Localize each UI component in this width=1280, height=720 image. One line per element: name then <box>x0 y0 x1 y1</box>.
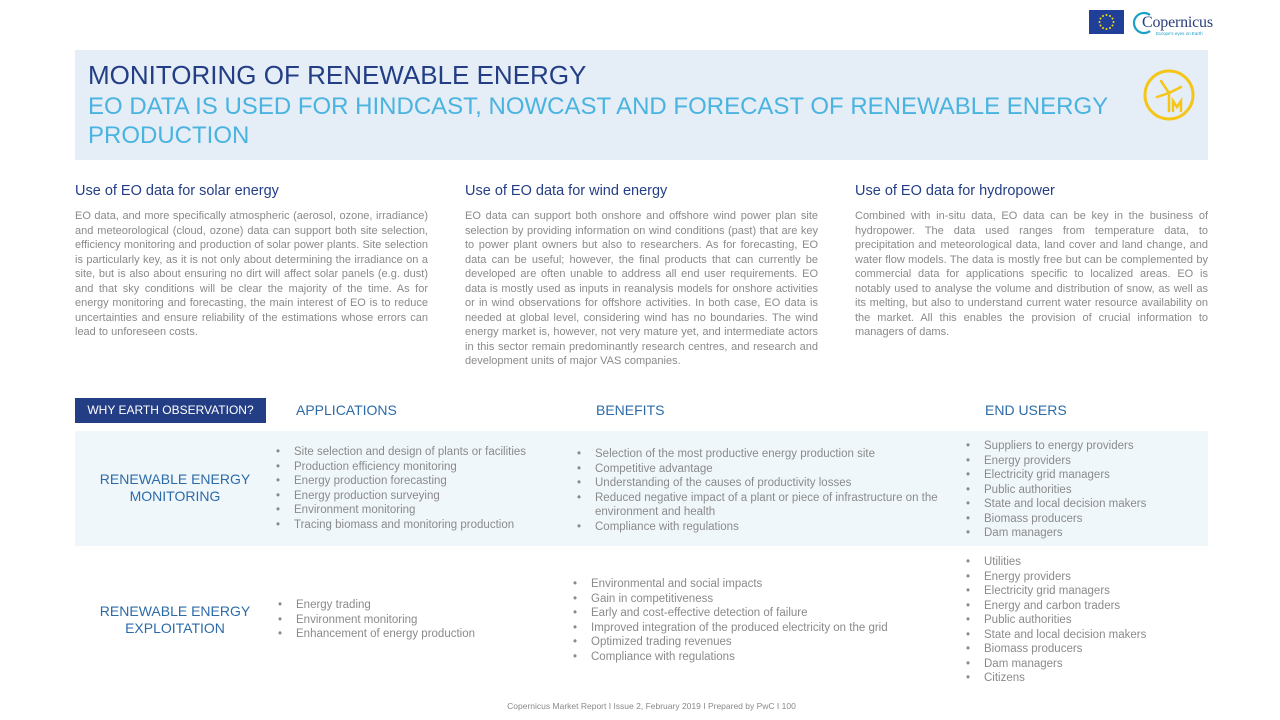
list-item: • Selection of the most productive energy production site <box>577 447 947 462</box>
list-item: • Suppliers to energy providers <box>966 439 1196 454</box>
list-item: • Energy production forecasting <box>276 474 556 489</box>
list-item: • Competitive advantage <box>577 462 947 477</box>
list-item: • Utilities <box>966 555 1196 570</box>
list-item: • Energy providers <box>966 454 1196 469</box>
copernicus-logo <box>1130 8 1213 38</box>
row-label-exploitation: RENEWABLE ENERGY EXPLOITATION <box>99 603 251 636</box>
list-item: • Citizens <box>966 671 1196 686</box>
solar-heading: Use of EO data for solar energy <box>75 183 279 199</box>
copernicus-wordmark: Copernicus <box>1142 14 1213 31</box>
exploitation-end-users-list <box>966 555 1196 686</box>
exploitation-benefits-list <box>573 577 953 664</box>
list-item: • Energy and carbon traders <box>966 599 1196 614</box>
wind-heading: Use of EO data for wind energy <box>465 183 668 199</box>
list-item: • Biomass producers <box>966 512 1196 527</box>
eu-flag-icon <box>1089 10 1124 34</box>
copernicus-tagline: Europe's eyes on Earth <box>1156 31 1203 36</box>
list-item: • Early and cost-effective detection of failure <box>573 606 953 621</box>
benefits-header: BENEFITS <box>596 402 665 418</box>
list-item: • Reduced negative impact of a plant or piece of infrastructure on the environment and health <box>577 491 947 520</box>
list-item: • Public authorities <box>966 613 1196 628</box>
why-earth-observation-label: WHY EARTH OBSERVATION? <box>75 398 266 423</box>
list-item: • Energy providers <box>966 570 1196 585</box>
applications-header: APPLICATIONS <box>296 402 397 418</box>
hydropower-heading: Use of EO data for hydropower <box>855 183 1055 199</box>
list-item: • Biomass producers <box>966 642 1196 657</box>
list-item: • Understanding of the causes of productivity losses <box>577 476 947 491</box>
wind-energy-section <box>465 183 818 369</box>
list-item: • Site selection and design of plants or facilities <box>276 445 556 460</box>
list-item: • Public authorities <box>966 483 1196 498</box>
list-item: • State and local decision makers <box>966 628 1196 643</box>
list-item: • State and local decision makers <box>966 497 1196 512</box>
list-item: • Improved integration of the produced electricity on the grid <box>573 621 953 636</box>
list-item: • Electricity grid managers <box>966 584 1196 599</box>
wind-body: EO data can support both onshore and offshore wind power plan site selection by providing information on wind conditions (past) that are key to power plant owners but also to researchers. As for forecasting, EO data can be useful; however, the final products that can currently be developed are often unable to address all end user requirements. EO data is mostly used as inputs in reanalysis models for onshore activities or in wind observations for offshore activities. In both case, EO data is needed at global level, considering wind has no boundaries. The wind energy market is, however, not very mature yet, and intermediate actors in this sector remain predominantly research centres, and research and development units of major VAS companies. <box>465 210 818 367</box>
end-users-header: END USERS <box>985 402 1067 418</box>
hydropower-section <box>855 183 1208 340</box>
list-item: • Energy trading <box>278 598 538 613</box>
list-item: • Production efficiency monitoring <box>276 460 556 475</box>
monitoring-applications-list <box>276 445 556 532</box>
page-footer: Copernicus Market Report I Issue 2, February 2019 I Prepared by PwC I 100 <box>507 701 796 711</box>
page-title: MONITORING OF RENEWABLE ENERGY <box>88 60 587 90</box>
monitoring-end-users-list <box>966 439 1196 541</box>
list-item: • Enhancement of energy production <box>278 627 538 642</box>
list-item: • Compliance with regulations <box>573 650 953 665</box>
list-item: • Tracing biomass and monitoring production <box>276 518 556 533</box>
list-item: • Optimized trading revenues <box>573 635 953 650</box>
list-item: • Energy production surveying <box>276 489 556 504</box>
list-item: • Dam managers <box>966 526 1196 541</box>
hydropower-body: Combined with in-situ data, EO data can be key in the business of hydropower. The data used ranges from temperature data, to precipitation and meteorological data, land cover and land change, and water flow models. The data is mostly free but can be complemented by commercial data for applications specific to localized areas. EO is notably used to analyse the volume and distribution of snow, as well as its melting, but also to understand current water resource availability on the market. All this enables the provision of crucial information to managers of dams. <box>855 210 1208 338</box>
page-subtitle: EO DATA IS USED FOR HINDCAST, NOWCAST AND FORECAST OF RENEWABLE ENERGY PRODUCTION <box>88 93 1108 149</box>
exploitation-applications-list <box>278 598 538 642</box>
list-item: • Environment monitoring <box>276 503 556 518</box>
row-label-monitoring: RENEWABLE ENERGY MONITORING <box>99 471 251 504</box>
list-item: • Dam managers <box>966 657 1196 672</box>
wind-turbine-icon <box>1143 69 1195 121</box>
list-item: • Gain in competitiveness <box>573 592 953 607</box>
list-item: • Environment monitoring <box>278 613 538 628</box>
list-item: • Environmental and social impacts <box>573 577 953 592</box>
solar-energy-section <box>75 183 428 340</box>
monitoring-benefits-list <box>577 447 947 534</box>
list-item: • Electricity grid managers <box>966 468 1196 483</box>
header-banner <box>75 50 1208 160</box>
list-item: • Compliance with regulations <box>577 520 947 535</box>
solar-body: EO data, and more specifically atmospheric (aerosol, ozone, irradiance) and meteorological (cloud, ozone) data can support both site selection, efficiency monitoring and production of solar power plants. Site selection is particularly key, as it is not only about determining the irradiance on a site, but is also about ensuring no dirt will affect solar panels (e.g. dust) and that sky conditions will be clear the majority of the time. As for energy monitoring and forecasting, the main interest of EO is to reduce uncertainties and ensure reliability of the estimations whose errors can lead to unforeseen costs. <box>75 210 428 338</box>
